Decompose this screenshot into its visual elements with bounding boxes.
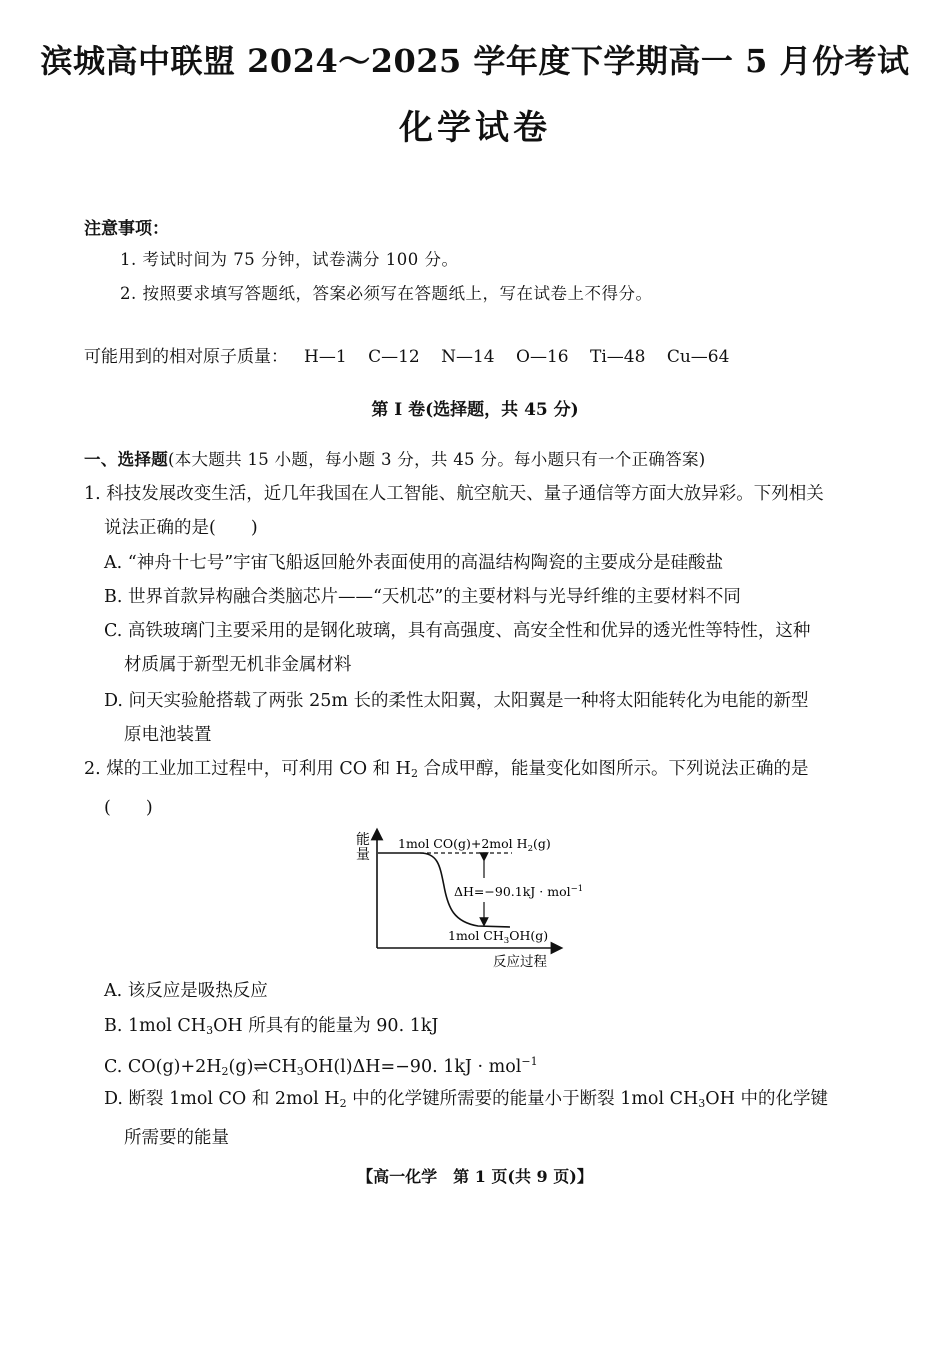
question-2-stem-line2: ( ) — [104, 798, 153, 818]
part1-desc: (本大题共 15 小题，每小题 3 分，共 45 分。每小题只有一个正确答案) — [168, 450, 706, 469]
question-1-option-d — [104, 684, 844, 752]
question-1-stem-line1: 1. 科技发展改变生活，近几年我国在人工智能、航空航天、量子通信等方面大放异彩。下列相关 — [84, 484, 824, 504]
product-label: 1mol $CH_3OH(g)$ — [448, 928, 549, 946]
section-heading: 第 Ⅰ 卷(选择题，共 45 分) — [371, 400, 579, 420]
subscript: 2 — [339, 1097, 347, 1110]
question-1-option-d-line1: D. 问天实验舱搭载了两张 25m 长的柔性太阳翼，太阳翼是一种将太阳能转化为电能的新型 — [104, 691, 809, 711]
subscript: 2 — [221, 1065, 229, 1078]
option-text: 中的化学键所需要的能量小于断裂 1mol CH — [346, 1089, 699, 1109]
atomic-mass-ti: Ti—48 — [590, 347, 646, 367]
question-1-option-c-line1: C. 高铁玻璃门主要采用的是钢化玻璃，具有高强度、高安全性和优异的透光性等特性，这种 — [104, 621, 811, 641]
energy-label-1: 能 — [356, 832, 370, 848]
question-2-stem-sub: 2 — [410, 767, 418, 780]
part1-heading — [84, 446, 844, 470]
question-2-option-a: A. 该反应是吸热反应 — [104, 981, 268, 1001]
part1-label: 一、选择题 — [84, 450, 168, 469]
question-2-stem — [84, 752, 844, 825]
question-1-stem — [84, 477, 844, 545]
option-text: D. 断裂 1mol CO 和 2mol H — [104, 1089, 340, 1109]
option-text: B. 1mol CH — [104, 1016, 207, 1036]
subscript: 3 — [698, 1097, 706, 1110]
option-text: C. CO(g)+2H — [104, 1057, 222, 1077]
question-2-option-d — [104, 1082, 844, 1155]
subscript: 3 — [206, 1024, 214, 1037]
page-footer: 【高一化学 第 1 页(共 9 页)】 — [357, 1167, 593, 1186]
notice-item-2: 2. 按照要求填写答题纸，答案必须写在答题纸上，写在试卷上不得分。 — [120, 284, 653, 303]
question-1-option-b: B. 世界首款异构融合类脑芯片——“天机芯”的主要材料与光导纤维的主要材料不同 — [104, 587, 741, 607]
reactants-label: 1mol CO(g)+2mol $H_2(g)$ — [398, 836, 551, 854]
atomic-mass-c: C—12 — [368, 347, 420, 367]
option-text-line2: 所需要的能量 — [124, 1128, 229, 1148]
atomic-mass-o: O—16 — [516, 347, 569, 367]
atomic-mass-n: N—14 — [441, 347, 495, 367]
question-1-stem-line2: 说法正确的是( ) — [104, 518, 258, 538]
atomic-mass-h: H—1 — [304, 347, 347, 367]
energy-label-2: 量 — [356, 847, 370, 863]
subscript: 3 — [296, 1065, 304, 1078]
option-text: (g)⇌CH — [228, 1057, 297, 1077]
question-2-stem-part: 合成甲醇，能量变化如图所示。下列说法正确的是 — [417, 759, 809, 779]
question-1-option-c — [104, 614, 844, 682]
delta-h-label: ΔH=−90.1kJ · mol$^{-1}$ — [454, 884, 584, 899]
atomic-mass-cu: Cu—64 — [666, 347, 730, 367]
atomic-masses-label: 可能用到的相对原子质量： — [84, 347, 288, 367]
question-2-stem-part: 2. 煤的工业加工过程中，可利用 CO 和 H — [84, 759, 411, 779]
question-2-option-b — [104, 1009, 844, 1048]
question-1-option-c-line2: 材质属于新型无机非金属材料 — [124, 655, 352, 675]
exam-title: 滨城高中联盟 2024～2025 学年度下学期高一 5 月份考试 — [40, 42, 910, 80]
atomic-masses — [84, 342, 844, 367]
question-1-option-a: A. “神舟十七号”宇宙飞船返回舱外表面使用的高温结构陶瓷的主要成分是硅酸盐 — [104, 553, 724, 573]
option-text: OH 中的化学键 — [705, 1089, 828, 1109]
energy-diagram — [350, 826, 600, 970]
superscript: −1 — [521, 1055, 538, 1068]
option-text: OH(l)ΔH=−90. 1kJ · mol — [303, 1057, 522, 1077]
notice-item-1: 1. 考试时间为 75 分钟，试卷满分 100 分。 — [120, 250, 459, 269]
option-text: OH 所具有的能量为 90. 1kJ — [213, 1016, 439, 1036]
notice-title: 注意事项： — [84, 219, 169, 239]
reaction-progress-label: 反应过程 — [493, 954, 547, 970]
exam-subtitle: 化学试卷 — [399, 108, 551, 148]
question-1-option-d-line2: 原电池装置 — [124, 725, 212, 745]
